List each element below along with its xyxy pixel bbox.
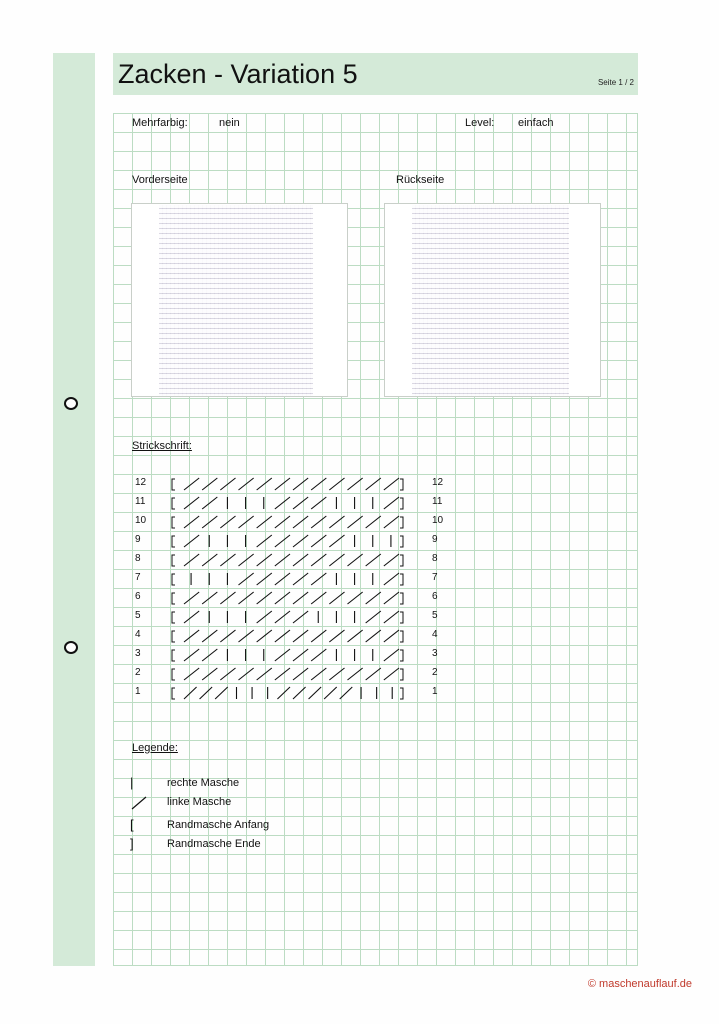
chart-row-number-right: 11 [432, 496, 443, 507]
chart-row-number-right: 4 [432, 629, 438, 640]
purl-stitch-mark [329, 478, 344, 490]
purl-stitch-mark [384, 649, 399, 661]
purl-stitch-mark [184, 611, 199, 623]
purl-stitch-mark [257, 592, 272, 604]
purl-stitch-mark [184, 592, 199, 604]
purl-stitch-mark [215, 687, 228, 699]
purl-stitch-mark [329, 554, 344, 566]
purl-stitch-mark [257, 611, 272, 623]
purl-stitch-mark [275, 630, 290, 642]
legend-edge-end-label: Randmasche Ende [167, 838, 261, 850]
front-knit-photo [159, 205, 313, 396]
edge-start-mark [172, 517, 175, 528]
chart-row [168, 550, 408, 569]
chart-row [168, 531, 408, 550]
purl-stitch-mark [239, 592, 254, 604]
purl-stitch-mark [366, 478, 381, 490]
chart-row-number-right: 5 [432, 610, 438, 621]
purl-stitch-mark [384, 497, 399, 509]
chart-row [168, 588, 408, 607]
purl-stitch-mark [239, 554, 254, 566]
purl-stitch-mark [348, 668, 363, 680]
purl-stitch-mark [257, 630, 272, 642]
edge-end-mark [400, 612, 403, 623]
purl-stitch-mark [348, 554, 363, 566]
legend-edge-start-label: Randmasche Anfang [167, 819, 270, 831]
purl-stitch-mark [184, 478, 199, 490]
purl-stitch-mark [184, 497, 199, 509]
edge-start-mark [172, 688, 175, 699]
purl-stitch-mark [202, 630, 217, 642]
purl-stitch-mark [366, 516, 381, 528]
purl-stitch-mark [184, 649, 199, 661]
purl-stitch-mark [311, 478, 326, 490]
purl-stitch-mark [220, 516, 235, 528]
purl-stitch-mark [275, 668, 290, 680]
edge-start-symbol: [ [130, 817, 134, 832]
purl-stitch-mark [257, 535, 272, 547]
chart-row-number-right: 9 [432, 534, 438, 545]
chart-row-number-left: 12 [135, 477, 147, 488]
purl-stitch-mark [384, 611, 399, 623]
purl-stitch-mark [275, 535, 290, 547]
edge-start-mark [172, 498, 175, 509]
purl-stitch-mark [220, 668, 235, 680]
purl-stitch-mark [366, 668, 381, 680]
purl-stitch-mark [202, 497, 217, 509]
purl-stitch-mark [257, 668, 272, 680]
purl-stitch-mark [324, 687, 337, 699]
purl-stitch-mark [239, 668, 254, 680]
purl-stitch-mark [220, 630, 235, 642]
edge-start-mark [172, 612, 175, 623]
purl-stitch-symbol [130, 795, 148, 811]
purl-stitch-mark [220, 478, 235, 490]
purl-stitch-mark [348, 630, 363, 642]
purl-stitch-mark [202, 668, 217, 680]
purl-stitch-mark [202, 478, 217, 490]
front-photo-frame [131, 203, 348, 397]
purl-stitch-mark [202, 516, 217, 528]
level-label: Level: [465, 117, 495, 129]
purl-stitch-mark [184, 516, 199, 528]
purl-stitch-mark [293, 497, 308, 509]
chart-row [168, 645, 408, 664]
purl-stitch-mark [329, 668, 344, 680]
edge-start-mark [172, 479, 175, 490]
edge-end-mark [400, 479, 403, 490]
chart-row [168, 512, 408, 531]
chart-row-number-left: 11 [135, 496, 146, 507]
purl-stitch-mark [275, 592, 290, 604]
purl-stitch-mark [293, 611, 308, 623]
front-side-label: Vorderseite [132, 174, 188, 186]
purl-stitch-mark [275, 649, 290, 661]
level-value: einfach [518, 117, 554, 129]
purl-stitch-mark [275, 516, 290, 528]
purl-stitch-mark [277, 687, 290, 699]
sidebar-strip [53, 53, 95, 966]
chart-heading: Strickschrift: [132, 440, 192, 452]
purl-stitch-mark [340, 687, 353, 699]
purl-stitch-mark [202, 554, 217, 566]
back-knit-photo [412, 205, 569, 396]
edge-end-mark [400, 688, 403, 699]
chart-row-number-left: 5 [135, 610, 141, 621]
chart-row [168, 683, 408, 702]
header-bar [113, 53, 638, 95]
chart-row [168, 569, 408, 588]
edge-start-mark [172, 574, 175, 585]
purl-stitch-mark [384, 554, 399, 566]
purl-stitch-mark [384, 592, 399, 604]
knit-stitch-symbol: | [130, 775, 134, 790]
purl-stitch-mark [311, 573, 326, 585]
purl-stitch-mark [384, 478, 399, 490]
chart-row-number-left: 2 [135, 667, 141, 678]
chart-row [168, 474, 408, 493]
purl-stitch-mark [384, 630, 399, 642]
purl-stitch-mark [184, 687, 197, 699]
purl-stitch-mark [257, 478, 272, 490]
purl-stitch-mark [311, 554, 326, 566]
purl-stitch-mark [220, 554, 235, 566]
purl-stitch-mark [366, 592, 381, 604]
purl-stitch-mark [384, 573, 399, 585]
chart-row-number-left: 4 [135, 629, 141, 640]
chart-row-number-right: 2 [432, 667, 438, 678]
purl-stitch-mark [202, 592, 217, 604]
chart-row-number-left: 10 [135, 515, 147, 526]
purl-stitch-mark [275, 497, 290, 509]
chart-row [168, 664, 408, 683]
purl-stitch-mark [239, 478, 254, 490]
edge-end-mark [400, 650, 403, 661]
binder-ring-icon [64, 641, 78, 654]
purl-stitch-mark [293, 687, 306, 699]
chart-row-number-left: 8 [135, 553, 141, 564]
purl-stitch-mark [257, 554, 272, 566]
purl-stitch-mark [311, 668, 326, 680]
purl-stitch-mark [257, 516, 272, 528]
edge-end-symbol: ] [130, 836, 134, 851]
purl-stitch-mark [293, 649, 308, 661]
edge-end-mark [400, 555, 403, 566]
edge-start-mark [172, 669, 175, 680]
edge-start-mark [172, 536, 175, 547]
chart-row-number-right: 1 [432, 686, 438, 697]
back-photo-frame [384, 203, 601, 397]
purl-stitch-mark [311, 516, 326, 528]
purl-stitch-mark [200, 687, 213, 699]
purl-stitch-mark [293, 554, 308, 566]
purl-stitch-mark [184, 535, 199, 547]
chart-row-number-right: 6 [432, 591, 438, 602]
edge-end-mark [400, 498, 403, 509]
chart-row-number-left: 3 [135, 648, 141, 659]
purl-stitch-mark [384, 668, 399, 680]
multicolor-value: nein [219, 117, 240, 129]
purl-stitch-mark [366, 611, 381, 623]
purl-stitch-mark [239, 516, 254, 528]
purl-stitch-mark [311, 497, 326, 509]
edge-start-mark [172, 593, 175, 604]
edge-end-mark [400, 574, 403, 585]
chart-row-number-right: 10 [432, 515, 444, 526]
purl-stitch-mark [311, 592, 326, 604]
purl-stitch-mark [293, 592, 308, 604]
binder-ring-icon [64, 397, 78, 410]
chart-row-number-left: 7 [135, 572, 141, 583]
edge-end-mark [400, 631, 403, 642]
purl-stitch-mark [366, 554, 381, 566]
legend-purl-label: linke Masche [167, 796, 232, 808]
page-number: Seite 1 / 2 [597, 78, 634, 87]
purl-stitch-mark [257, 573, 272, 585]
purl-stitch-mark [275, 554, 290, 566]
edge-end-mark [400, 536, 403, 547]
legend-heading: Legende: [132, 742, 178, 754]
purl-stitch-mark [329, 535, 344, 547]
back-side-label: Rückseite [396, 174, 445, 186]
purl-stitch-mark [348, 516, 363, 528]
purl-stitch-mark [348, 478, 363, 490]
multicolor-label: Mehrfarbig: [132, 117, 188, 129]
purl-stitch-mark [311, 630, 326, 642]
purl-stitch-mark [311, 649, 326, 661]
purl-stitch-mark [275, 611, 290, 623]
purl-stitch-mark [329, 592, 344, 604]
chart-row-number-right: 7 [432, 572, 438, 583]
chart-row-number-left: 1 [135, 686, 141, 697]
chart-row-number-right: 8 [432, 553, 438, 564]
purl-stitch-mark [329, 630, 344, 642]
purl-stitch-mark [329, 516, 344, 528]
purl-stitch-mark [293, 478, 308, 490]
chart-row [168, 493, 408, 512]
purl-stitch-mark [184, 630, 199, 642]
legend-knit-label: rechte Masche [167, 777, 240, 789]
purl-stitch-mark [184, 668, 199, 680]
chart-row-number-left: 9 [135, 534, 141, 545]
purl-stitch-mark [275, 573, 290, 585]
edge-end-mark [400, 517, 403, 528]
page-title: Zacken - Variation 5 [118, 59, 358, 89]
purl-stitch-mark [293, 630, 308, 642]
copyright-footer: © maschenauflauf.de [587, 978, 692, 990]
edge-start-mark [172, 631, 175, 642]
purl-stitch-mark [220, 592, 235, 604]
purl-stitch-mark [366, 630, 381, 642]
chart-row-number-left: 6 [135, 591, 141, 602]
purl-stitch-mark [239, 573, 254, 585]
purl-stitch-mark [293, 668, 308, 680]
purl-stitch-mark [311, 535, 326, 547]
purl-stitch-mark [202, 649, 217, 661]
chart-row [168, 626, 408, 645]
purl-stitch-mark [348, 592, 363, 604]
purl-stitch-mark [384, 516, 399, 528]
chart-row [168, 607, 408, 626]
purl-stitch-mark [293, 573, 308, 585]
chart-row-number-right: 12 [432, 477, 444, 488]
purl-stitch-mark [309, 687, 322, 699]
chart-row-number-right: 3 [432, 648, 438, 659]
edge-start-mark [172, 555, 175, 566]
purl-stitch-mark [184, 554, 199, 566]
purl-stitch-mark [239, 630, 254, 642]
purl-stitch-mark [293, 535, 308, 547]
purl-stitch-mark [275, 478, 290, 490]
purl-stitch-mark [293, 516, 308, 528]
edge-end-mark [400, 593, 403, 604]
edge-start-mark [172, 650, 175, 661]
edge-end-mark [400, 669, 403, 680]
